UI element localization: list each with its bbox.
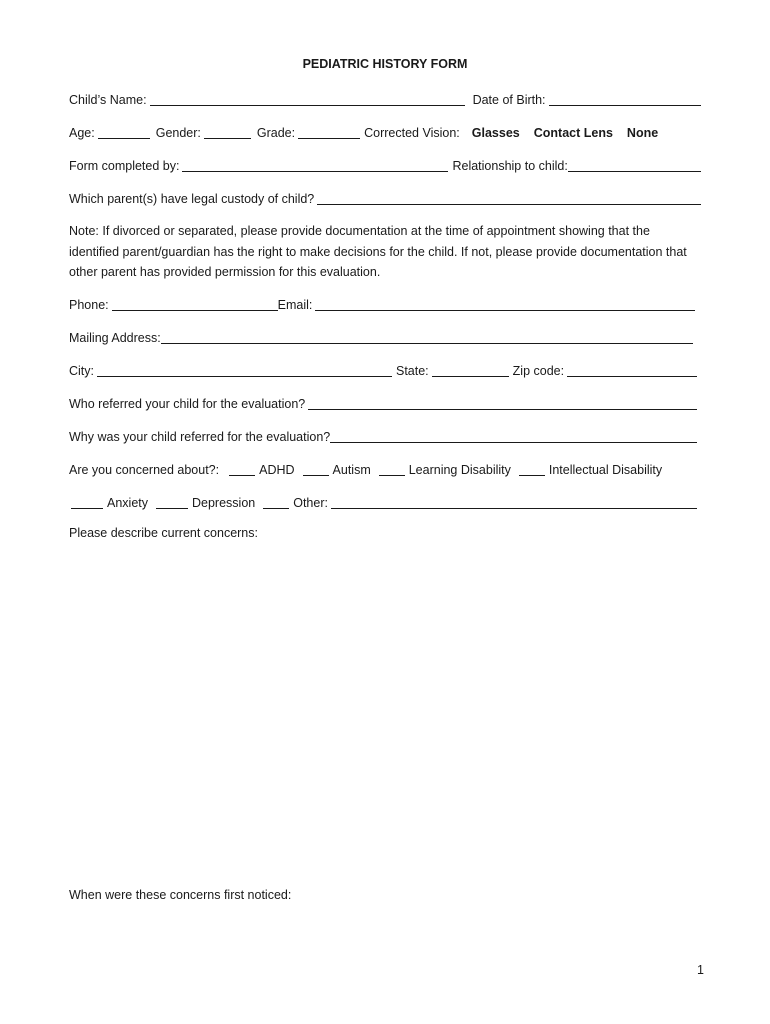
adhd-label: ADHD bbox=[259, 463, 295, 477]
vision-option-contact-lens[interactable]: Contact Lens bbox=[533, 126, 613, 140]
email-field[interactable] bbox=[315, 298, 695, 311]
vision-option-none[interactable]: None bbox=[626, 126, 659, 140]
referred-why-field[interactable] bbox=[330, 430, 697, 443]
page-number: 1 bbox=[697, 963, 704, 977]
row-referred-why bbox=[69, 427, 701, 445]
autism-label: Autism bbox=[332, 463, 371, 477]
phone-label: Phone: bbox=[69, 298, 109, 312]
age-field[interactable] bbox=[98, 126, 150, 139]
row-child-name bbox=[69, 90, 701, 108]
row-completed-by bbox=[69, 156, 701, 174]
mailing-address-label: Mailing Address: bbox=[69, 331, 161, 345]
grade-label: Grade: bbox=[256, 126, 296, 140]
custody-field[interactable] bbox=[317, 192, 701, 205]
anxiety-label: Anxiety bbox=[107, 496, 148, 510]
first-noticed-label: When were these concerns first noticed: bbox=[69, 888, 292, 902]
depression-label: Depression bbox=[192, 496, 256, 510]
other-field[interactable] bbox=[331, 496, 697, 509]
email-label: Email: bbox=[277, 298, 313, 312]
describe-concerns-label: Please describe current concerns: bbox=[69, 526, 258, 540]
completed-by-label: Form completed by: bbox=[69, 159, 180, 173]
custody-label: Which parent(s) have legal custody of child? bbox=[69, 192, 315, 206]
child-name-label: Child’s Name: bbox=[69, 93, 147, 107]
state-label: State: bbox=[396, 364, 429, 378]
grade-field[interactable] bbox=[298, 126, 360, 139]
row-concerns-checklist-2 bbox=[71, 493, 703, 511]
learning-disability-blank[interactable] bbox=[379, 463, 405, 476]
intellectual-disability-label: Intellectual Disability bbox=[548, 463, 663, 477]
gender-field[interactable] bbox=[204, 126, 251, 139]
date-of-birth-label: Date of Birth: bbox=[472, 93, 546, 107]
learning-disability-label: Learning Disability bbox=[408, 463, 511, 477]
anxiety-blank[interactable] bbox=[71, 496, 103, 509]
state-field[interactable] bbox=[432, 364, 509, 377]
completed-by-field[interactable] bbox=[182, 159, 448, 172]
intellectual-disability-blank[interactable] bbox=[519, 463, 545, 476]
date-of-birth-field[interactable] bbox=[549, 93, 701, 106]
autism-blank[interactable] bbox=[303, 463, 329, 476]
age-label: Age: bbox=[69, 126, 95, 140]
row-custody bbox=[69, 189, 701, 207]
first-noticed-area[interactable] bbox=[69, 908, 701, 953]
concerned-about-label: Are you concerned about?: bbox=[69, 463, 220, 477]
relationship-label: Relationship to child: bbox=[452, 159, 568, 173]
gender-label: Gender: bbox=[155, 126, 201, 140]
row-city-state-zip bbox=[69, 361, 701, 379]
city-label: City: bbox=[69, 364, 94, 378]
zip-code-label: Zip code: bbox=[512, 364, 565, 378]
row-age-gender-grade-vision bbox=[69, 123, 701, 141]
referred-why-label: Why was your child referred for the evaluation? bbox=[69, 430, 331, 444]
vision-option-glasses[interactable]: Glasses bbox=[471, 126, 520, 140]
referred-by-field[interactable] bbox=[308, 397, 697, 410]
phone-field[interactable] bbox=[112, 298, 278, 311]
adhd-blank[interactable] bbox=[229, 463, 255, 476]
other-label: Other: bbox=[293, 496, 328, 510]
row-phone-email bbox=[69, 295, 701, 313]
referred-by-label: Who referred your child for the evaluation? bbox=[69, 397, 306, 411]
form-title: PEDIATRIC HISTORY FORM bbox=[302, 57, 468, 71]
describe-concerns-area[interactable] bbox=[69, 546, 701, 876]
row-mailing-address bbox=[69, 328, 701, 346]
corrected-vision-label: Corrected Vision: bbox=[364, 126, 460, 140]
row-referred-by bbox=[69, 394, 701, 412]
city-field[interactable] bbox=[97, 364, 392, 377]
other-blank[interactable] bbox=[263, 496, 289, 509]
depression-blank[interactable] bbox=[156, 496, 188, 509]
mailing-address-field[interactable] bbox=[161, 331, 693, 344]
custody-note: Note: If divorced or separated, please provide documentation at the time of appointment showing that the identified parent/guardian has the right to make decisions for the child. If not, please provide documentation that other parent has provided permission for this evaluation. bbox=[69, 224, 687, 279]
row-concerns-checklist bbox=[69, 460, 701, 478]
relationship-field[interactable] bbox=[568, 159, 701, 172]
child-name-field[interactable] bbox=[150, 93, 465, 106]
zip-code-field[interactable] bbox=[567, 364, 697, 377]
